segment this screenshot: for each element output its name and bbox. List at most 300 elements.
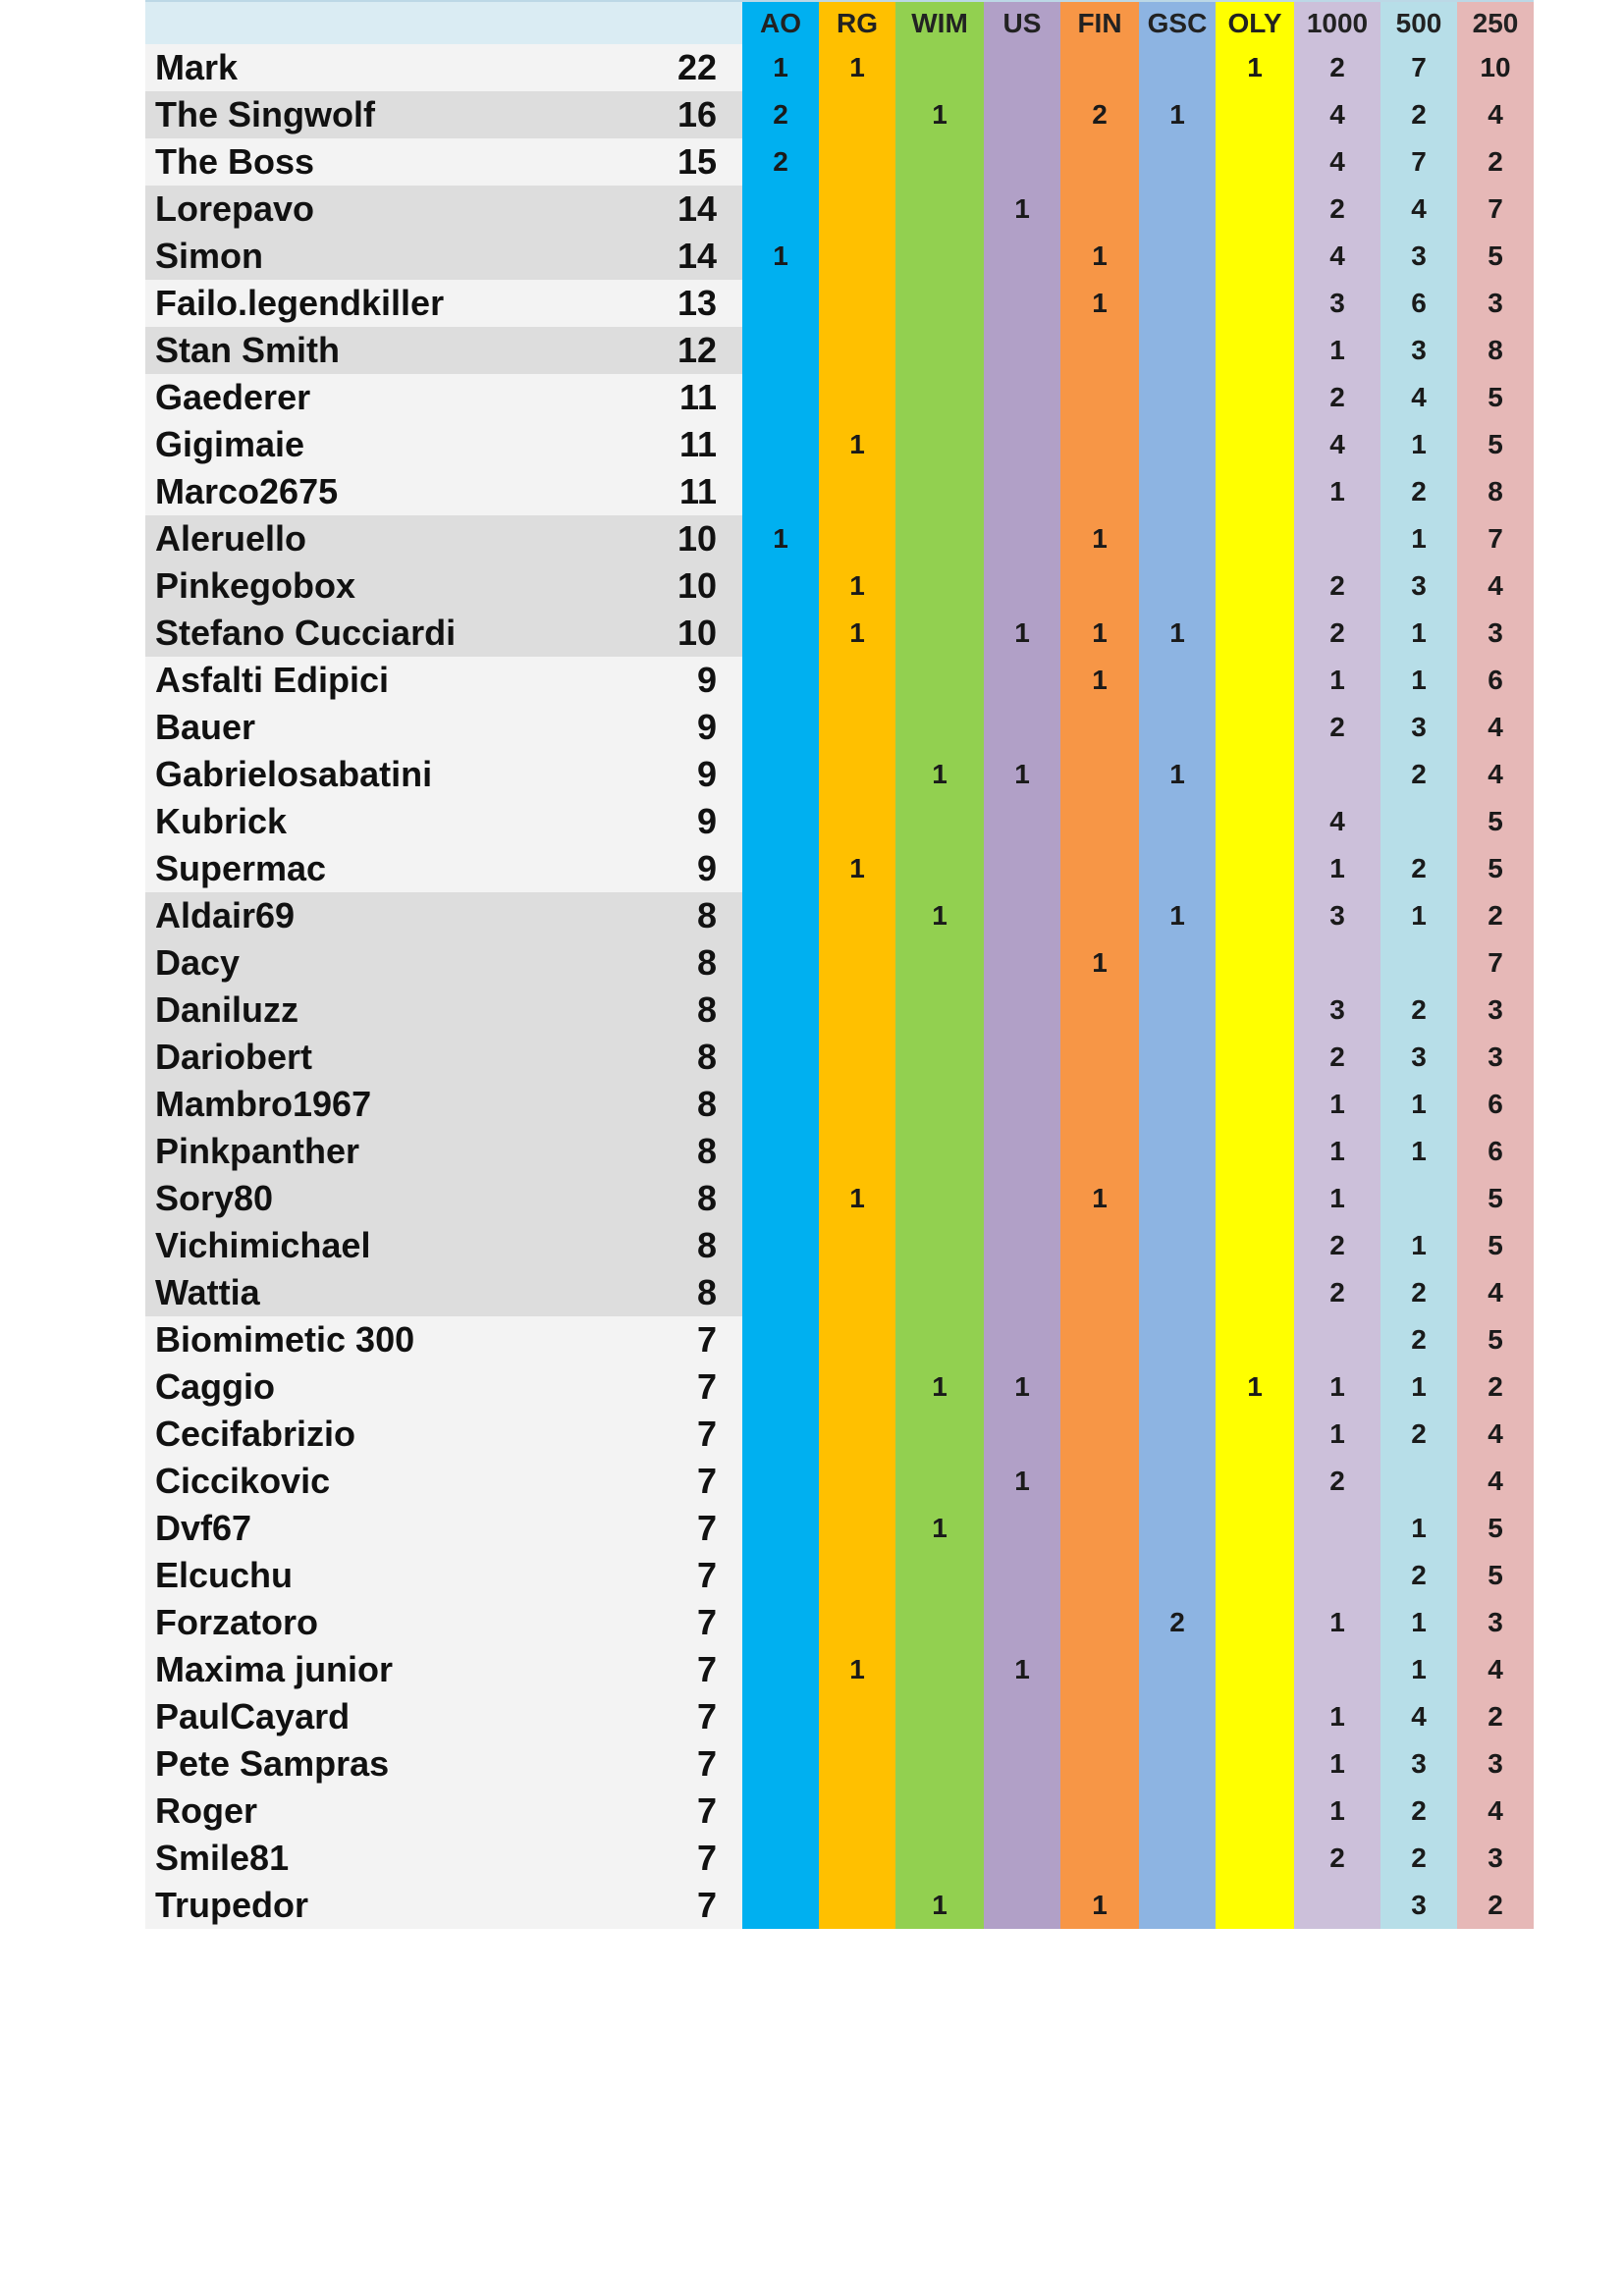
cell-1000: 3 bbox=[1294, 280, 1380, 327]
cell-250: 5 bbox=[1457, 1175, 1534, 1222]
cell-oly bbox=[1216, 1788, 1294, 1835]
cell-500: 1 bbox=[1380, 1081, 1457, 1128]
cell-fin: 1 bbox=[1060, 939, 1139, 987]
cell-ao: 1 bbox=[742, 44, 819, 91]
cell-ao bbox=[742, 1034, 819, 1081]
cell-1000: 4 bbox=[1294, 798, 1380, 845]
player-name: Dacy bbox=[145, 939, 666, 987]
cell-ao bbox=[742, 421, 819, 468]
cell-wim bbox=[895, 1646, 984, 1693]
cell-us bbox=[984, 327, 1060, 374]
cell-250: 4 bbox=[1457, 1458, 1534, 1505]
cell-rg bbox=[819, 1411, 895, 1458]
cell-1000: 1 bbox=[1294, 657, 1380, 704]
cell-ao bbox=[742, 374, 819, 421]
player-name: Aleruello bbox=[145, 515, 666, 562]
player-points: 10 bbox=[666, 610, 742, 657]
table-row bbox=[145, 327, 1534, 374]
column-header-500: 500 bbox=[1380, 1, 1457, 44]
cell-250: 7 bbox=[1457, 186, 1534, 233]
player-name: Kubrick bbox=[145, 798, 666, 845]
table-row bbox=[145, 515, 1534, 562]
cell-250: 5 bbox=[1457, 1222, 1534, 1269]
table-row bbox=[145, 987, 1534, 1034]
table-row bbox=[145, 610, 1534, 657]
cell-fin bbox=[1060, 421, 1139, 468]
cell-1000: 2 bbox=[1294, 562, 1380, 610]
column-header-ao: AO bbox=[742, 1, 819, 44]
player-name: Forzatoro bbox=[145, 1599, 666, 1646]
cell-rg bbox=[819, 327, 895, 374]
cell-wim bbox=[895, 1175, 984, 1222]
cell-us bbox=[984, 1081, 1060, 1128]
cell-rg bbox=[819, 1835, 895, 1882]
cell-oly bbox=[1216, 1835, 1294, 1882]
player-name: Daniluzz bbox=[145, 987, 666, 1034]
cell-250: 8 bbox=[1457, 468, 1534, 515]
cell-rg bbox=[819, 657, 895, 704]
cell-ao bbox=[742, 704, 819, 751]
cell-gsc bbox=[1139, 704, 1216, 751]
cell-1000 bbox=[1294, 515, 1380, 562]
player-name: Mambro1967 bbox=[145, 1081, 666, 1128]
cell-ao bbox=[742, 987, 819, 1034]
cell-fin bbox=[1060, 138, 1139, 186]
cell-250: 4 bbox=[1457, 562, 1534, 610]
table-row bbox=[145, 798, 1534, 845]
cell-250: 6 bbox=[1457, 657, 1534, 704]
player-name: Stefano Cucciardi bbox=[145, 610, 666, 657]
cell-1000: 2 bbox=[1294, 1835, 1380, 1882]
cell-ao bbox=[742, 1599, 819, 1646]
cell-ao bbox=[742, 1081, 819, 1128]
cell-500 bbox=[1380, 1458, 1457, 1505]
cell-us bbox=[984, 892, 1060, 939]
player-name: Gabrielosabatini bbox=[145, 751, 666, 798]
cell-250: 3 bbox=[1457, 1835, 1534, 1882]
player-points: 7 bbox=[666, 1646, 742, 1693]
cell-oly bbox=[1216, 657, 1294, 704]
cell-ao bbox=[742, 845, 819, 892]
cell-oly bbox=[1216, 1740, 1294, 1788]
cell-oly bbox=[1216, 1505, 1294, 1552]
cell-wim: 1 bbox=[895, 751, 984, 798]
cell-wim bbox=[895, 233, 984, 280]
cell-ao bbox=[742, 1740, 819, 1788]
cell-us bbox=[984, 1552, 1060, 1599]
player-name: Simon bbox=[145, 233, 666, 280]
cell-1000: 1 bbox=[1294, 1788, 1380, 1835]
cell-500: 1 bbox=[1380, 610, 1457, 657]
cell-gsc bbox=[1139, 1363, 1216, 1411]
cell-gsc: 1 bbox=[1139, 751, 1216, 798]
player-points: 8 bbox=[666, 987, 742, 1034]
cell-us bbox=[984, 939, 1060, 987]
cell-us bbox=[984, 138, 1060, 186]
cell-ao bbox=[742, 610, 819, 657]
cell-500: 1 bbox=[1380, 421, 1457, 468]
cell-1000: 1 bbox=[1294, 845, 1380, 892]
cell-250: 3 bbox=[1457, 987, 1534, 1034]
cell-wim bbox=[895, 1081, 984, 1128]
cell-us bbox=[984, 233, 1060, 280]
cell-gsc bbox=[1139, 280, 1216, 327]
player-name: Marco2675 bbox=[145, 468, 666, 515]
cell-wim bbox=[895, 515, 984, 562]
cell-wim bbox=[895, 657, 984, 704]
player-name: Trupedor bbox=[145, 1882, 666, 1929]
cell-rg bbox=[819, 468, 895, 515]
cell-1000 bbox=[1294, 751, 1380, 798]
cell-us: 1 bbox=[984, 1363, 1060, 1411]
cell-250: 4 bbox=[1457, 1411, 1534, 1458]
cell-fin: 2 bbox=[1060, 91, 1139, 138]
player-name: Dvf67 bbox=[145, 1505, 666, 1552]
cell-1000: 1 bbox=[1294, 1411, 1380, 1458]
player-name: Lorepavo bbox=[145, 186, 666, 233]
player-points: 22 bbox=[666, 44, 742, 91]
ranking-rows bbox=[145, 44, 1534, 1929]
player-name: Sory80 bbox=[145, 1175, 666, 1222]
cell-us: 1 bbox=[984, 610, 1060, 657]
cell-ao bbox=[742, 1363, 819, 1411]
cell-ao bbox=[742, 1882, 819, 1929]
player-name: Asfalti Edipici bbox=[145, 657, 666, 704]
cell-1000: 2 bbox=[1294, 186, 1380, 233]
cell-fin bbox=[1060, 327, 1139, 374]
cell-gsc bbox=[1139, 421, 1216, 468]
cell-wim bbox=[895, 374, 984, 421]
cell-1000: 4 bbox=[1294, 421, 1380, 468]
cell-rg: 1 bbox=[819, 44, 895, 91]
cell-1000: 2 bbox=[1294, 374, 1380, 421]
player-name: Caggio bbox=[145, 1363, 666, 1411]
cell-rg bbox=[819, 1128, 895, 1175]
player-name: Maxima junior bbox=[145, 1646, 666, 1693]
column-header-1000: 1000 bbox=[1294, 1, 1380, 44]
cell-oly bbox=[1216, 1034, 1294, 1081]
player-points: 14 bbox=[666, 186, 742, 233]
cell-gsc bbox=[1139, 845, 1216, 892]
cell-oly bbox=[1216, 939, 1294, 987]
cell-rg bbox=[819, 1693, 895, 1740]
cell-fin bbox=[1060, 751, 1139, 798]
cell-250: 3 bbox=[1457, 280, 1534, 327]
player-points: 8 bbox=[666, 939, 742, 987]
cell-wim bbox=[895, 1411, 984, 1458]
cell-500 bbox=[1380, 798, 1457, 845]
cell-oly bbox=[1216, 798, 1294, 845]
cell-gsc bbox=[1139, 138, 1216, 186]
table-row bbox=[145, 233, 1534, 280]
player-points: 9 bbox=[666, 798, 742, 845]
cell-us: 1 bbox=[984, 186, 1060, 233]
cell-gsc bbox=[1139, 798, 1216, 845]
table-row bbox=[145, 1269, 1534, 1316]
player-name: Wattia bbox=[145, 1269, 666, 1316]
table-row bbox=[145, 1222, 1534, 1269]
player-name: Dariobert bbox=[145, 1034, 666, 1081]
cell-1000: 1 bbox=[1294, 1693, 1380, 1740]
cell-us bbox=[984, 1411, 1060, 1458]
cell-gsc bbox=[1139, 1316, 1216, 1363]
cell-fin bbox=[1060, 1835, 1139, 1882]
player-name: Cecifabrizio bbox=[145, 1411, 666, 1458]
cell-1000: 1 bbox=[1294, 1175, 1380, 1222]
cell-gsc bbox=[1139, 1081, 1216, 1128]
cell-rg bbox=[819, 939, 895, 987]
cell-us bbox=[984, 798, 1060, 845]
cell-ao bbox=[742, 657, 819, 704]
cell-500: 2 bbox=[1380, 1835, 1457, 1882]
table-row bbox=[145, 280, 1534, 327]
cell-1000 bbox=[1294, 1552, 1380, 1599]
player-points: 11 bbox=[666, 374, 742, 421]
column-header-250: 250 bbox=[1457, 1, 1534, 44]
cell-250: 7 bbox=[1457, 515, 1534, 562]
cell-fin bbox=[1060, 1788, 1139, 1835]
cell-wim bbox=[895, 1835, 984, 1882]
cell-wim bbox=[895, 1788, 984, 1835]
cell-wim bbox=[895, 1552, 984, 1599]
cell-1000 bbox=[1294, 1505, 1380, 1552]
cell-rg bbox=[819, 1599, 895, 1646]
cell-wim bbox=[895, 845, 984, 892]
cell-us bbox=[984, 44, 1060, 91]
cell-oly bbox=[1216, 91, 1294, 138]
player-name: The Boss bbox=[145, 138, 666, 186]
cell-ao bbox=[742, 1693, 819, 1740]
player-name: Elcuchu bbox=[145, 1552, 666, 1599]
cell-500: 7 bbox=[1380, 44, 1457, 91]
cell-fin bbox=[1060, 1128, 1139, 1175]
cell-rg bbox=[819, 1458, 895, 1505]
cell-rg bbox=[819, 1552, 895, 1599]
cell-500: 3 bbox=[1380, 233, 1457, 280]
cell-wim bbox=[895, 704, 984, 751]
cell-500: 4 bbox=[1380, 374, 1457, 421]
cell-250: 5 bbox=[1457, 1552, 1534, 1599]
cell-1000: 1 bbox=[1294, 327, 1380, 374]
player-points: 7 bbox=[666, 1835, 742, 1882]
cell-us bbox=[984, 987, 1060, 1034]
cell-500: 2 bbox=[1380, 751, 1457, 798]
cell-1000 bbox=[1294, 1646, 1380, 1693]
cell-oly bbox=[1216, 987, 1294, 1034]
table-row bbox=[145, 1081, 1534, 1128]
cell-rg: 1 bbox=[819, 610, 895, 657]
cell-1000 bbox=[1294, 939, 1380, 987]
cell-oly bbox=[1216, 1316, 1294, 1363]
cell-fin: 1 bbox=[1060, 515, 1139, 562]
cell-ao bbox=[742, 1646, 819, 1693]
cell-rg bbox=[819, 1316, 895, 1363]
cell-oly bbox=[1216, 1222, 1294, 1269]
cell-1000: 2 bbox=[1294, 44, 1380, 91]
player-points: 7 bbox=[666, 1458, 742, 1505]
cell-500: 1 bbox=[1380, 1222, 1457, 1269]
player-points: 7 bbox=[666, 1552, 742, 1599]
player-points: 7 bbox=[666, 1505, 742, 1552]
table-row bbox=[145, 562, 1534, 610]
player-points: 12 bbox=[666, 327, 742, 374]
cell-wim bbox=[895, 1222, 984, 1269]
cell-fin bbox=[1060, 1316, 1139, 1363]
cell-oly bbox=[1216, 1646, 1294, 1693]
cell-wim bbox=[895, 987, 984, 1034]
cell-oly bbox=[1216, 1175, 1294, 1222]
player-name: Stan Smith bbox=[145, 327, 666, 374]
table-row bbox=[145, 1740, 1534, 1788]
player-name: Aldair69 bbox=[145, 892, 666, 939]
cell-1000: 1 bbox=[1294, 1740, 1380, 1788]
cell-250: 2 bbox=[1457, 1363, 1534, 1411]
cell-250: 4 bbox=[1457, 1788, 1534, 1835]
cell-wim bbox=[895, 562, 984, 610]
cell-gsc bbox=[1139, 44, 1216, 91]
cell-oly: 1 bbox=[1216, 1363, 1294, 1411]
cell-fin bbox=[1060, 845, 1139, 892]
cell-1000: 1 bbox=[1294, 468, 1380, 515]
cell-ao bbox=[742, 186, 819, 233]
cell-rg bbox=[819, 987, 895, 1034]
cell-oly bbox=[1216, 562, 1294, 610]
cell-ao bbox=[742, 468, 819, 515]
cell-oly bbox=[1216, 1599, 1294, 1646]
cell-us bbox=[984, 1316, 1060, 1363]
player-name: Mark bbox=[145, 44, 666, 91]
cell-rg bbox=[819, 1505, 895, 1552]
cell-500: 1 bbox=[1380, 892, 1457, 939]
cell-rg bbox=[819, 233, 895, 280]
cell-fin bbox=[1060, 1458, 1139, 1505]
player-points: 8 bbox=[666, 892, 742, 939]
player-name: Pete Sampras bbox=[145, 1740, 666, 1788]
cell-1000: 3 bbox=[1294, 892, 1380, 939]
cell-fin bbox=[1060, 1222, 1139, 1269]
cell-wim: 1 bbox=[895, 1882, 984, 1929]
cell-gsc bbox=[1139, 657, 1216, 704]
table-row bbox=[145, 1693, 1534, 1740]
cell-us bbox=[984, 280, 1060, 327]
cell-250: 4 bbox=[1457, 1269, 1534, 1316]
cell-250: 10 bbox=[1457, 44, 1534, 91]
cell-us bbox=[984, 657, 1060, 704]
cell-us bbox=[984, 468, 1060, 515]
player-points: 11 bbox=[666, 468, 742, 515]
cell-gsc: 2 bbox=[1139, 1599, 1216, 1646]
player-points: 8 bbox=[666, 1222, 742, 1269]
cell-rg bbox=[819, 138, 895, 186]
player-points: 7 bbox=[666, 1882, 742, 1929]
cell-fin bbox=[1060, 1599, 1139, 1646]
cell-rg bbox=[819, 704, 895, 751]
cell-rg bbox=[819, 1882, 895, 1929]
player-name: Gigimaie bbox=[145, 421, 666, 468]
cell-oly bbox=[1216, 186, 1294, 233]
cell-wim bbox=[895, 1693, 984, 1740]
cell-fin bbox=[1060, 562, 1139, 610]
cell-us bbox=[984, 1034, 1060, 1081]
cell-oly bbox=[1216, 515, 1294, 562]
cell-500: 2 bbox=[1380, 91, 1457, 138]
table-row bbox=[145, 704, 1534, 751]
cell-wim bbox=[895, 1740, 984, 1788]
cell-wim: 1 bbox=[895, 1363, 984, 1411]
cell-rg: 1 bbox=[819, 1646, 895, 1693]
table-row bbox=[145, 657, 1534, 704]
table-row bbox=[145, 1128, 1534, 1175]
cell-1000: 1 bbox=[1294, 1599, 1380, 1646]
cell-gsc bbox=[1139, 1411, 1216, 1458]
cell-wim bbox=[895, 1128, 984, 1175]
cell-gsc: 1 bbox=[1139, 892, 1216, 939]
cell-fin bbox=[1060, 892, 1139, 939]
player-name: Vichimichael bbox=[145, 1222, 666, 1269]
cell-fin bbox=[1060, 186, 1139, 233]
player-name: Biomimetic 300 bbox=[145, 1316, 666, 1363]
cell-250: 4 bbox=[1457, 704, 1534, 751]
cell-500: 3 bbox=[1380, 1034, 1457, 1081]
cell-1000: 3 bbox=[1294, 987, 1380, 1034]
cell-500: 3 bbox=[1380, 1882, 1457, 1929]
cell-1000: 2 bbox=[1294, 1269, 1380, 1316]
cell-gsc bbox=[1139, 939, 1216, 987]
cell-oly bbox=[1216, 1411, 1294, 1458]
cell-fin: 1 bbox=[1060, 1882, 1139, 1929]
cell-wim bbox=[895, 280, 984, 327]
cell-fin: 1 bbox=[1060, 610, 1139, 657]
cell-500: 3 bbox=[1380, 562, 1457, 610]
column-header-oly: OLY bbox=[1216, 1, 1294, 44]
cell-1000: 1 bbox=[1294, 1363, 1380, 1411]
cell-us bbox=[984, 1269, 1060, 1316]
cell-1000: 1 bbox=[1294, 1081, 1380, 1128]
cell-250: 5 bbox=[1457, 421, 1534, 468]
player-name: Smile81 bbox=[145, 1835, 666, 1882]
cell-us bbox=[984, 1835, 1060, 1882]
cell-oly bbox=[1216, 845, 1294, 892]
cell-1000: 2 bbox=[1294, 1458, 1380, 1505]
cell-us bbox=[984, 1788, 1060, 1835]
table-row bbox=[145, 468, 1534, 515]
player-points: 7 bbox=[666, 1693, 742, 1740]
cell-us bbox=[984, 562, 1060, 610]
cell-gsc bbox=[1139, 1505, 1216, 1552]
column-header-fin: FIN bbox=[1060, 1, 1139, 44]
cell-us bbox=[984, 515, 1060, 562]
cell-1000: 2 bbox=[1294, 610, 1380, 657]
cell-250: 3 bbox=[1457, 1599, 1534, 1646]
cell-gsc bbox=[1139, 1693, 1216, 1740]
table-row bbox=[145, 1458, 1534, 1505]
cell-500: 1 bbox=[1380, 515, 1457, 562]
cell-250: 5 bbox=[1457, 798, 1534, 845]
cell-gsc bbox=[1139, 327, 1216, 374]
cell-wim bbox=[895, 1458, 984, 1505]
table-row bbox=[145, 1034, 1534, 1081]
table-row bbox=[145, 1788, 1534, 1835]
cell-rg bbox=[819, 1081, 895, 1128]
cell-fin bbox=[1060, 798, 1139, 845]
player-points: 8 bbox=[666, 1128, 742, 1175]
cell-fin bbox=[1060, 704, 1139, 751]
cell-fin bbox=[1060, 1269, 1139, 1316]
cell-ao bbox=[742, 1552, 819, 1599]
cell-250: 3 bbox=[1457, 1740, 1534, 1788]
cell-fin bbox=[1060, 1034, 1139, 1081]
cell-500: 1 bbox=[1380, 1505, 1457, 1552]
